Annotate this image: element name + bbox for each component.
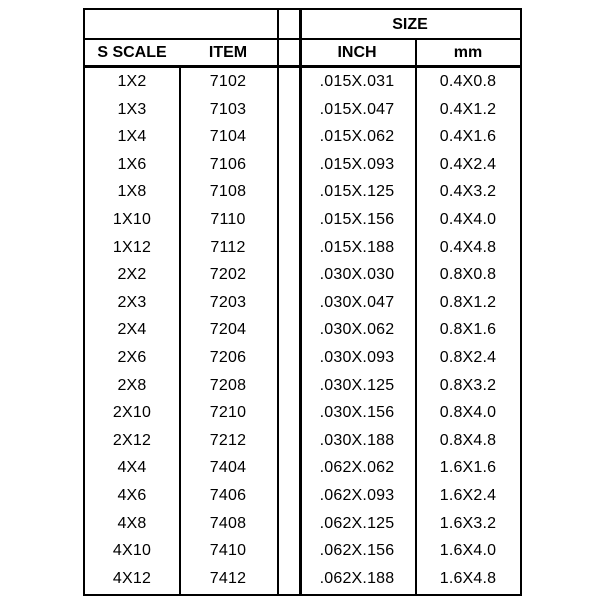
cell-inch: .030X.156 (319, 404, 395, 422)
cell-inch: .062X.156 (319, 542, 395, 560)
cell-item: 7202 (209, 266, 247, 284)
cell-item: 7210 (209, 404, 247, 422)
cell-item: 7208 (209, 376, 247, 394)
cell-s-scale: 1X8 (117, 183, 147, 201)
cell-mm: 0.4X3.2 (439, 183, 497, 201)
cell-mm: 0.8X0.8 (439, 266, 497, 284)
cell-item: 7412 (209, 569, 247, 587)
cell-s-scale: 1X12 (112, 238, 152, 256)
cell-inch: .030X.062 (319, 321, 395, 339)
cell-mm: 1.6X4.8 (439, 569, 497, 587)
cell-mm: 0.8X1.6 (439, 321, 497, 339)
column-divider-inch-mm (415, 38, 417, 594)
cell-s-scale: 4X4 (117, 459, 147, 477)
cell-inch: .062X.093 (319, 487, 395, 504)
cell-item: 7410 (209, 542, 247, 560)
cell-mm: 0.8X3.2 (439, 376, 497, 394)
cell-item: 7108 (209, 183, 247, 201)
gap-column-right-rule (299, 8, 302, 594)
cell-mm: 0.4X1.6 (439, 128, 497, 146)
cell-s-scale: 1X4 (117, 128, 147, 146)
cell-mm: 0.4X4.0 (439, 211, 497, 228)
cell-mm: 0.8X1.2 (439, 293, 497, 311)
cell-mm: 1.6X2.4 (439, 487, 497, 504)
cell-s-scale: 4X6 (117, 487, 147, 504)
size-chart-table (83, 8, 520, 594)
cell-mm: 0.4X4.8 (439, 238, 497, 256)
cell-item: 7104 (209, 128, 247, 146)
cell-mm: 0.4X0.8 (439, 73, 497, 90)
cell-mm: 0.8X4.8 (439, 431, 497, 449)
cell-inch: .030X.188 (319, 431, 395, 449)
cell-inch: .015X.062 (319, 128, 395, 146)
cell-s-scale: 2X6 (117, 349, 147, 366)
header-divider (83, 38, 522, 40)
cell-item: 7212 (209, 431, 247, 449)
column-divider-scale-item (179, 66, 181, 594)
cell-inch: .015X.156 (319, 211, 395, 228)
cell-mm: 1.6X1.6 (439, 459, 497, 477)
cell-item: 7404 (209, 459, 247, 477)
cell-mm: 1.6X3.2 (439, 514, 497, 532)
cell-s-scale: 4X8 (117, 514, 147, 532)
cell-inch: .030X.093 (319, 349, 395, 366)
cell-s-scale: 4X12 (112, 569, 152, 587)
mm-column-header: mm (453, 44, 483, 61)
cell-s-scale: 1X3 (117, 100, 147, 118)
cell-item: 7408 (209, 514, 247, 532)
cell-item: 7110 (210, 211, 246, 228)
cell-inch: .030X.047 (319, 293, 395, 311)
cell-item: 7203 (209, 293, 247, 311)
cell-item: 7406 (209, 487, 247, 504)
cell-s-scale: 1X10 (112, 211, 152, 228)
cell-mm: 1.6X4.0 (439, 542, 497, 560)
cell-item: 7112 (210, 238, 246, 256)
cell-mm: 0.8X2.4 (439, 349, 497, 366)
cell-s-scale: 2X2 (117, 266, 147, 284)
cell-item: 7106 (209, 155, 247, 173)
gap-column-left-rule (277, 8, 279, 594)
cell-inch: .062X.062 (319, 459, 395, 477)
inch-column-header: INCH (337, 44, 377, 61)
s-scale-column-header: S SCALE (97, 44, 167, 61)
cell-item: 7204 (209, 321, 247, 339)
cell-s-scale: 2X12 (112, 431, 152, 449)
cell-item: 7102 (209, 73, 247, 90)
cell-s-scale: 2X4 (117, 321, 147, 339)
cell-s-scale: 2X8 (117, 376, 147, 394)
cell-s-scale: 4X10 (112, 542, 152, 560)
cell-inch: .062X.125 (319, 514, 395, 532)
cell-mm: 0.4X2.4 (439, 155, 497, 173)
cell-s-scale: 2X3 (117, 293, 147, 311)
cell-inch: .015X.188 (319, 238, 395, 256)
header-bottom-rule (83, 65, 522, 68)
cell-s-scale: 1X2 (117, 73, 147, 90)
cell-inch: .062X.188 (319, 569, 395, 587)
cell-s-scale: 1X6 (117, 155, 147, 173)
cell-s-scale: 2X10 (112, 404, 152, 422)
cell-mm: 0.8X4.0 (439, 404, 497, 422)
cell-inch: .015X.093 (319, 155, 395, 173)
cell-inch: .015X.031 (319, 73, 395, 90)
cell-inch: .015X.125 (319, 183, 395, 201)
cell-mm: 0.4X1.2 (439, 100, 497, 118)
cell-item: 7206 (209, 349, 247, 366)
item-column-header: ITEM (208, 44, 248, 61)
cell-inch: .030X.125 (319, 376, 395, 394)
cell-inch: .015X.047 (319, 100, 395, 118)
cell-item: 7103 (209, 100, 247, 118)
cell-inch: .030X.030 (319, 266, 395, 284)
size-group-header: SIZE (392, 16, 428, 33)
